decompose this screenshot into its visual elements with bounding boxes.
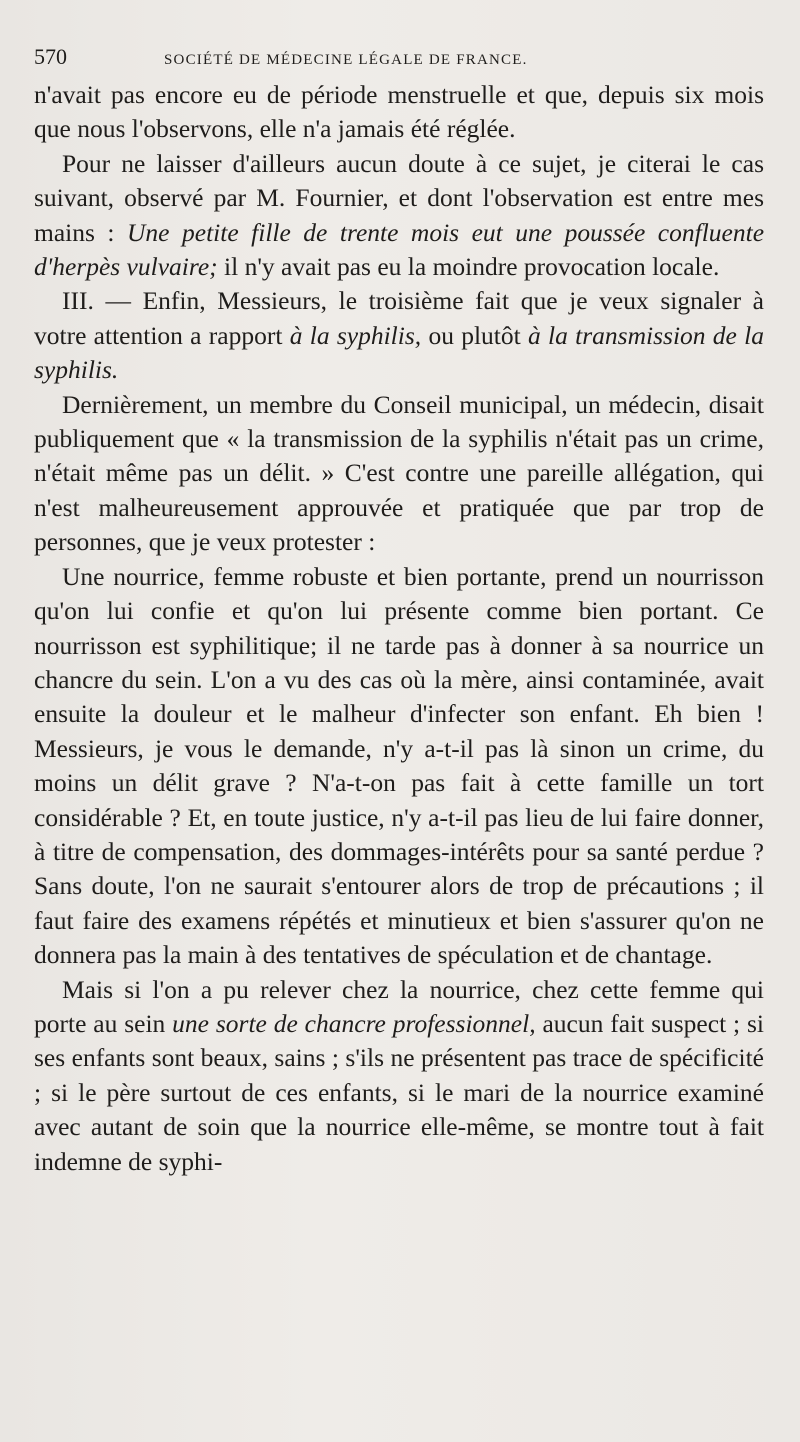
paragraph	[34, 560, 764, 973]
italic-text: à la syphilis,	[289, 320, 422, 350]
paragraph	[34, 78, 764, 147]
italic-text: une sorte de chancre professionnel,	[172, 1008, 536, 1038]
italic-text: à la transmission de la syphilis.	[34, 320, 764, 385]
text-segment: Dernièrement, un membre du Conseil municipal, un médecin, disait publiquement que « la transmission de la syphilis n'était pas un crime, n'était même pas un délit. » C'est contre une pareille allégation, qui n'est malheureusement approuvée et pratiquée que par trop de personnes, que je veux protester :	[34, 389, 764, 557]
running-header	[34, 44, 764, 78]
paragraph	[34, 284, 764, 387]
body-text	[34, 78, 764, 1179]
page-number: 570	[34, 44, 67, 69]
text-segment: il n'y avait pas eu la moindre provocation locale.	[217, 252, 720, 282]
italic-text: Une petite fille de trente mois eut une poussée confluente d'herpès vulvaire;	[34, 217, 765, 282]
paragraph	[34, 147, 764, 285]
text-segment: Une nourrice, femme robuste et bien portante, prend un nourrisson qu'on lui confie et qu'on lui présente comme bien portant. Ce nourrisson est syphilitique; il ne tarde pas à donner à sa nourrice un chancre du sein. L'on a vu des cas où la mère, ainsi contaminée, avait ensuite la douleur et le malheur d'infecter son enfant. Eh bien ! Messieurs, je vous le demande, n'y a-t-il pas là sinon un crime, du moins un délit grave ? N'a-t-on pas fait à cette famille un tort considérable ? Et, en toute justice, n'y a-t-il pas lieu de lui faire donner, à titre de compensation, des dommages-intérêts pour sa santé perdue ? Sans doute, l'on ne saurait s'entourer alors de trop de précautions ; il faut faire des examens répétés et minutieux et bien s'assurer qu'on ne donnera pas la main à des tentatives de spéculation et de chantage.	[34, 561, 764, 970]
text-segment: aucun fait suspect ; si ses enfants sont beaux, sains ; s'ils ne présentent pas trace de spécificité ; si le père surtout de ces enfants, si le mari de la nourrice examiné avec autant de soin que la nourrice elle-même, se montre tout à fait indemne de syphi-	[34, 1008, 764, 1176]
text-segment: Mais si l'on a pu relever chez la nourrice, chez cette femme qui porte au sein	[34, 974, 764, 1038]
running-title: SOCIÉTÉ DE MÉDECINE LÉGALE DE FRANCE.	[164, 52, 528, 68]
text-segment: III. — Enfin, Messieurs, le troisième fait que je veux signaler à votre attention a rapport	[34, 286, 764, 350]
paragraph	[34, 388, 764, 560]
paragraph	[34, 973, 764, 1179]
text-segment: ou plutôt	[421, 320, 529, 350]
text-segment: n'avait pas encore eu de période menstruelle et que, depuis six mois que nous l'observons, elle n'a jamais été réglée.	[34, 80, 764, 144]
text-segment: Pour ne laisser d'ailleurs aucun doute à ce sujet, je citerai le cas suivant, observé par M. Fournier, et dont l'observation est entre mes mains :	[34, 148, 764, 247]
